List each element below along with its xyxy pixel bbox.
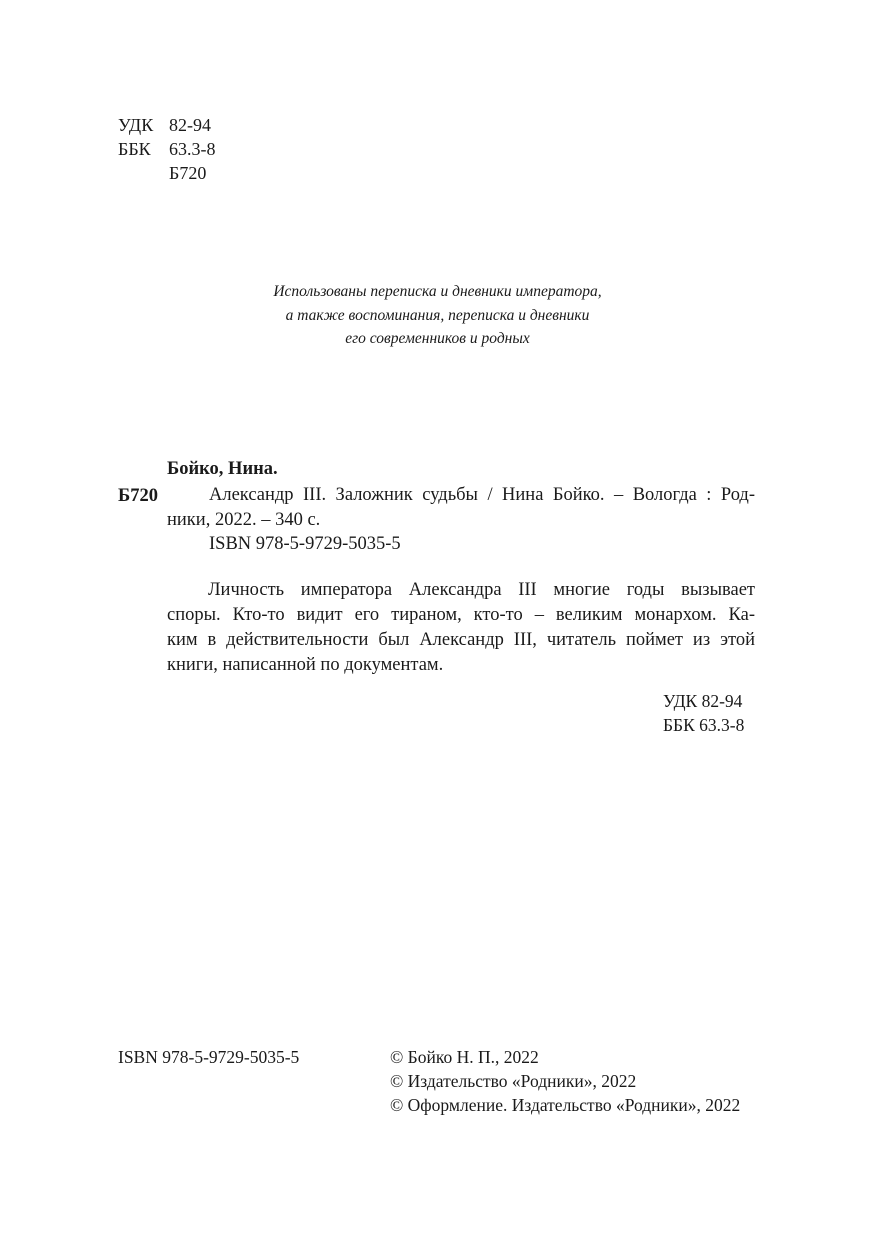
- epigraph-line: его современников и родных: [345, 330, 530, 347]
- bbk-line: [118, 138, 216, 161]
- epigraph-line: Использованы переписка и дневники императора,: [273, 283, 602, 300]
- copyright-line: © Оформление. Издательство «Родники», 2022: [390, 1095, 741, 1115]
- epigraph-line: а также воспоминания, переписка и дневники: [285, 306, 590, 324]
- annotation-line: Личность императора Александра III многие годы вызывает: [208, 580, 755, 600]
- bbk-label: ББК: [118, 139, 151, 159]
- udk-bottom: УДК 82-94: [663, 691, 743, 711]
- annotation-line: споры. Кто-то видит его тираном, кто-то – великим монархом. Ка-: [167, 605, 755, 625]
- copyright-line: © Бойко Н. П., 2022: [390, 1047, 539, 1067]
- udk-line: [118, 114, 211, 137]
- catalog-isbn: ISBN 978-5-9729-5035-5: [209, 534, 401, 554]
- bbk-value: 63.3-8: [169, 139, 216, 159]
- catalog-author-heading: Бойко, Нина.: [167, 459, 278, 479]
- udk-value: 82-94: [169, 115, 211, 135]
- bbk-bottom: ББК 63.3-8: [663, 715, 745, 735]
- copyright-line: © Издательство «Родники», 2022: [390, 1071, 637, 1091]
- annotation-line: книги, написанной по документам.: [167, 655, 444, 675]
- epigraph: [200, 280, 675, 351]
- catalog-author-mark: Б720: [118, 486, 158, 506]
- annotation: [167, 578, 755, 678]
- annotation-line: ким в действительности был Александр III, читатель поймет из этой: [167, 630, 755, 650]
- author-mark-top: Б720: [169, 163, 207, 183]
- footer-isbn: ISBN 978-5-9729-5035-5: [118, 1047, 300, 1067]
- catalog-title-line-1: Александр III. Заложник судьбы / Нина Бойко. – Вологда : Род-: [209, 485, 755, 505]
- udk-label: УДК: [118, 115, 154, 135]
- catalog-title-line-2: ники, 2022. – 340 с.: [167, 510, 321, 530]
